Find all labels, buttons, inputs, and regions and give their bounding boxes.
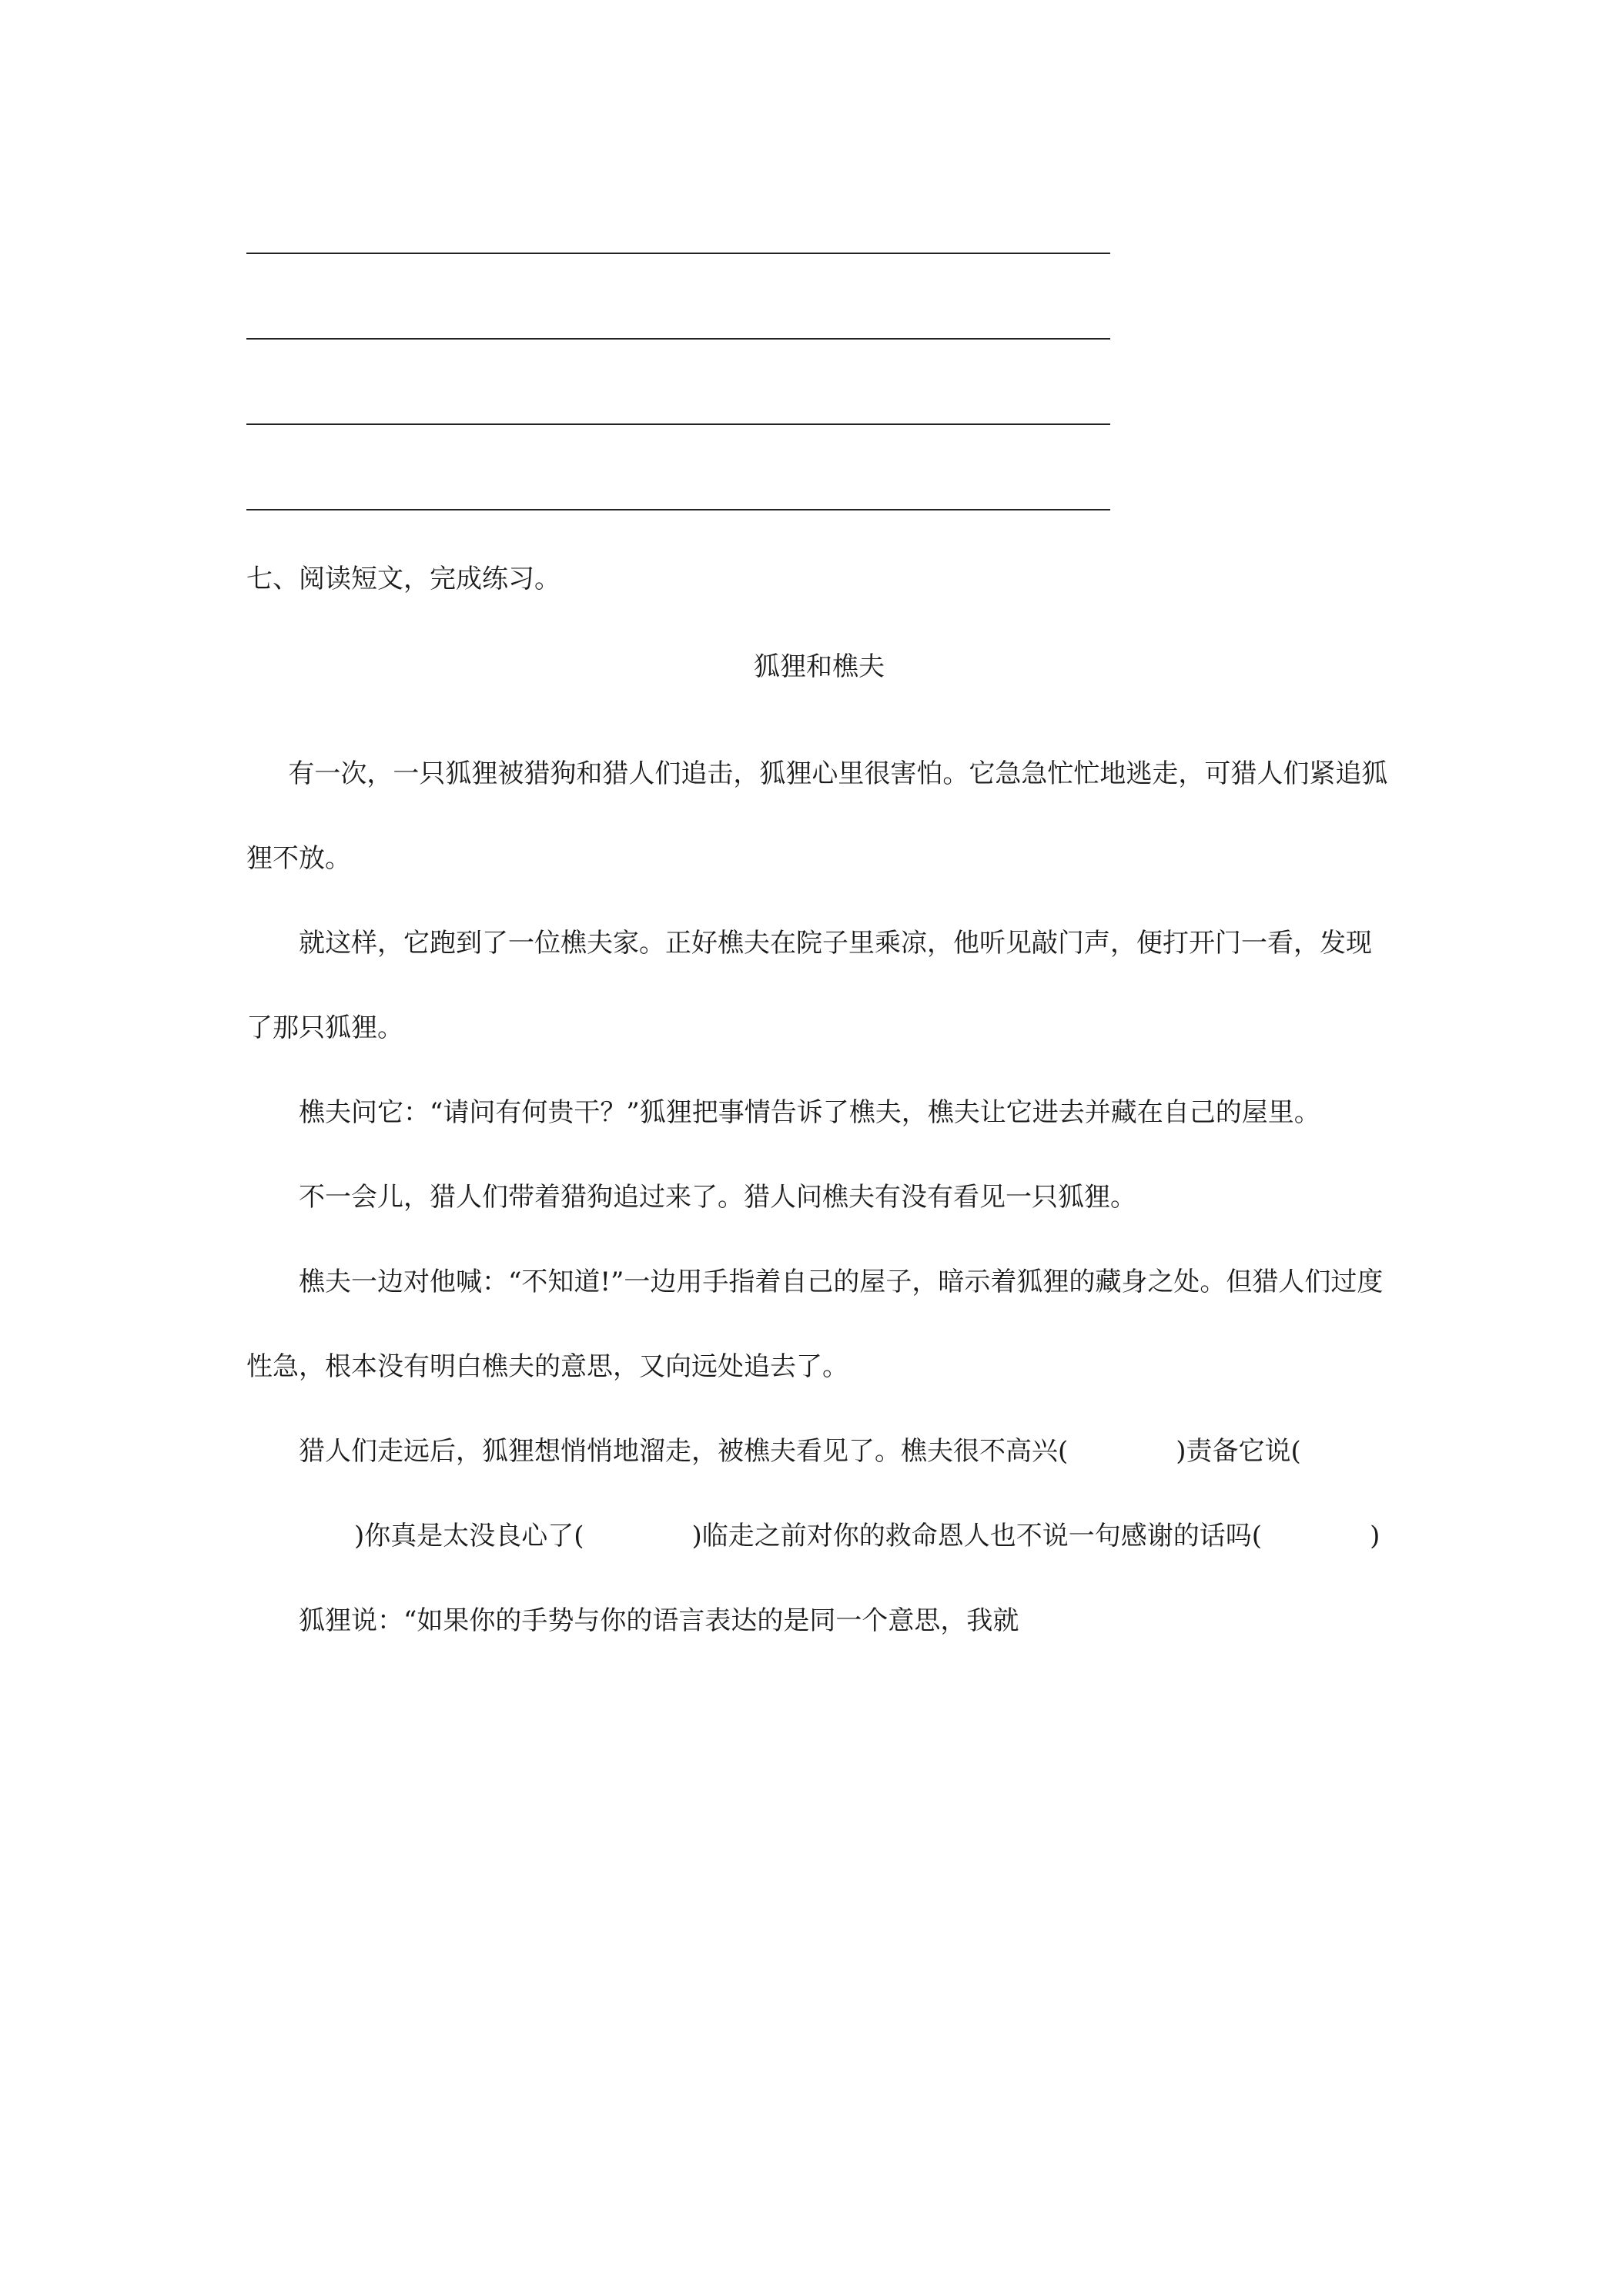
paragraph-2: 就这样，它跑到了一位樵夫家。正好樵夫在院子里乘凉，他听见敲门声，便打开门一看，发现了那只狐狸。: [246, 928, 1372, 1043]
passage-body: [246, 731, 1394, 1663]
paragraph-fill-blanks: [246, 1409, 1394, 1578]
answer-line-3[interactable]: [246, 423, 1110, 425]
fill-text-1: 猎人们走远后，狐狸想悄悄地溜走，被樵夫看见了。樵夫很不高兴(: [299, 1436, 1069, 1467]
fill-text-5: ): [1370, 1521, 1380, 1551]
fill-text-3: )你真是太没良心了(: [354, 1521, 584, 1551]
paragraph-3: 樵夫问它：“请问有何贵干？”狐狸把事情告诉了樵夫，樵夫让它进去并藏在自己的屋里。: [299, 1097, 1320, 1128]
fill-text-2: )责备它说(: [1176, 1436, 1301, 1467]
paragraph-4: 不一会儿，猎人们带着猎狗追过来了。猎人问樵夫有没有看见一只狐狸。: [299, 1182, 1136, 1213]
passage-title-text: 狐狸和樵夫: [754, 651, 885, 682]
paragraph-5: 樵夫一边对他喊：“不知道!”一边用手指着自己的屋子，暗示着狐狸的藏身之处。但猎人们过度性急，根本没有明白樵夫的意思，又向远处追去了。: [246, 1267, 1384, 1382]
answer-line-4[interactable]: [246, 509, 1110, 510]
answer-line-1[interactable]: [246, 253, 1110, 254]
passage-title: [0, 648, 1623, 685]
paragraph-1: 有一次，一只狐狸被猎狗和猎人们追击，狐狸心里很害怕。它急急忙忙地逃走，可猎人们紧追狐狸不放。: [246, 758, 1388, 874]
paragraph-last: 狐狸说：“如果你的手势与你的语言表达的是同一个意思，我就: [299, 1605, 1019, 1636]
section-heading: 七、阅读短文，完成练习。: [246, 564, 561, 594]
answer-line-2[interactable]: [246, 338, 1110, 340]
fill-text-4: )临走之前对你的救命恩人也不说一句感谢的话吗(: [691, 1521, 1263, 1551]
